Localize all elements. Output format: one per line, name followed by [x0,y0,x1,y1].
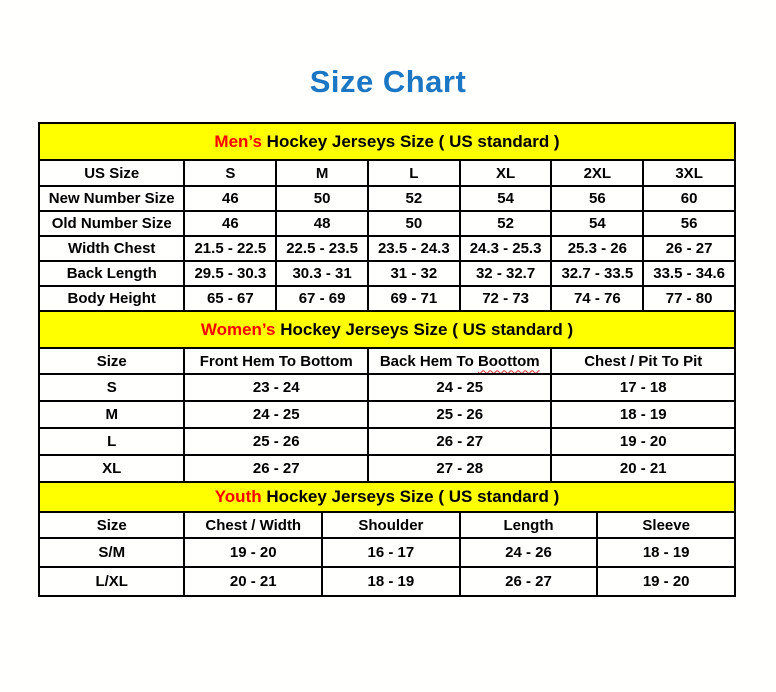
size-value: 56 [551,186,643,211]
table-row [39,211,735,236]
banner-highlight: Men’s [214,131,262,151]
banner-text: Hockey Jerseys Size ( US standard ) [261,131,560,151]
size-value: 52 [368,186,460,211]
table-row [39,455,735,482]
size-value: 22.5 - 23.5 [276,236,368,261]
column-header: 2XL [551,160,643,186]
column-header: Size [39,348,184,374]
table-row [39,567,735,596]
size-value: 54 [460,186,552,211]
row-label: Width Chest [39,236,184,261]
column-header: Shoulder [322,512,460,538]
size-value: 26 - 27 [184,455,368,482]
column-header: Front Hem To Bottom [184,348,368,374]
size-value: 21.5 - 22.5 [184,236,276,261]
size-value: 25 - 26 [368,401,552,428]
size-value: 52 [460,211,552,236]
size-value: 19 - 20 [597,567,735,596]
size-value: 25 - 26 [184,428,368,455]
size-value: 24 - 25 [368,374,552,401]
table-row [39,286,735,311]
size-value: 20 - 21 [551,455,735,482]
table-banner-womens [39,311,735,348]
size-value: 18 - 19 [597,538,735,567]
size-value: 67 - 69 [276,286,368,311]
table-row [39,401,735,428]
table-banner-mens [39,123,735,160]
size-value: 25.3 - 26 [551,236,643,261]
row-label: Back Length [39,261,184,286]
row-label: Body Height [39,286,184,311]
banner-row [39,311,735,348]
size-value: 33.5 - 34.6 [643,261,735,286]
size-value: 20 - 21 [184,567,322,596]
size-value: 16 - 17 [322,538,460,567]
size-value: 74 - 76 [551,286,643,311]
page-title: Size Chart [309,64,467,99]
misspelled-word: Boottom [477,352,540,370]
size-value: 24 - 25 [184,401,368,428]
table-banner-youth [39,482,735,512]
column-header: Chest / Width [184,512,322,538]
column-header: Size [39,512,184,538]
size-value: 56 [643,211,735,236]
header-row [39,512,735,538]
size-value: 19 - 20 [184,538,322,567]
size-value: 24.3 - 25.3 [460,236,552,261]
banner-highlight: Women’s [200,319,276,339]
size-value: 65 - 67 [184,286,276,311]
size-value: 32.7 - 33.5 [551,261,643,286]
size-value: 18 - 19 [551,401,735,428]
header-row [39,348,735,374]
size-value: 32 - 32.7 [460,261,552,286]
header-text: Back Hem To [379,352,478,370]
column-header: Sleeve [597,512,735,538]
column-header: S [184,160,276,186]
size-value: 17 - 18 [551,374,735,401]
size-value: 18 - 19 [322,567,460,596]
column-header: US Size [39,160,184,186]
size-table-youth [38,481,736,597]
size-value: 31 - 32 [368,261,460,286]
size-value: 54 [551,211,643,236]
size-value: 24 - 26 [460,538,598,567]
row-label: XL [39,455,184,482]
size-value: 46 [184,211,276,236]
table-row [39,428,735,455]
size-value: 26 - 27 [643,236,735,261]
size-value: 50 [276,186,368,211]
table-row [39,261,735,286]
banner-row [39,482,735,512]
size-value: 50 [368,211,460,236]
table-row [39,236,735,261]
size-value: 72 - 73 [460,286,552,311]
row-label: Old Number Size [39,211,184,236]
row-label: S [39,374,184,401]
size-value: 27 - 28 [368,455,552,482]
column-header: XL [460,160,552,186]
size-value: 26 - 27 [368,428,552,455]
size-value: 19 - 20 [551,428,735,455]
row-label: L/XL [39,567,184,596]
row-label: M [39,401,184,428]
banner-highlight: Youth [214,487,262,506]
size-value: 30.3 - 31 [276,261,368,286]
size-value: 46 [184,186,276,211]
row-label: New Number Size [39,186,184,211]
size-value: 77 - 80 [643,286,735,311]
size-value: 48 [276,211,368,236]
banner-row [39,123,735,160]
column-header: 3XL [643,160,735,186]
row-label: S/M [39,538,184,567]
table-row [39,538,735,567]
banner-text: Hockey Jerseys Size ( US standard ) [275,319,574,339]
size-table-womens [38,310,736,483]
column-header: Chest / Pit To Pit [551,348,735,374]
size-value: 23.5 - 24.3 [368,236,460,261]
column-header: Length [460,512,598,538]
header-row [39,160,735,186]
table-row [39,374,735,401]
size-value: 69 - 71 [368,286,460,311]
size-value: 29.5 - 30.3 [184,261,276,286]
size-value: 60 [643,186,735,211]
size-table-mens [38,122,736,312]
row-label: L [39,428,184,455]
table-row [39,186,735,211]
banner-text: Hockey Jerseys Size ( US standard ) [261,487,560,506]
size-value: 26 - 27 [460,567,598,596]
size-tables-container [38,122,736,597]
column-header: L [368,160,460,186]
column-header: M [276,160,368,186]
column-header [368,348,552,374]
size-value: 23 - 24 [184,374,368,401]
